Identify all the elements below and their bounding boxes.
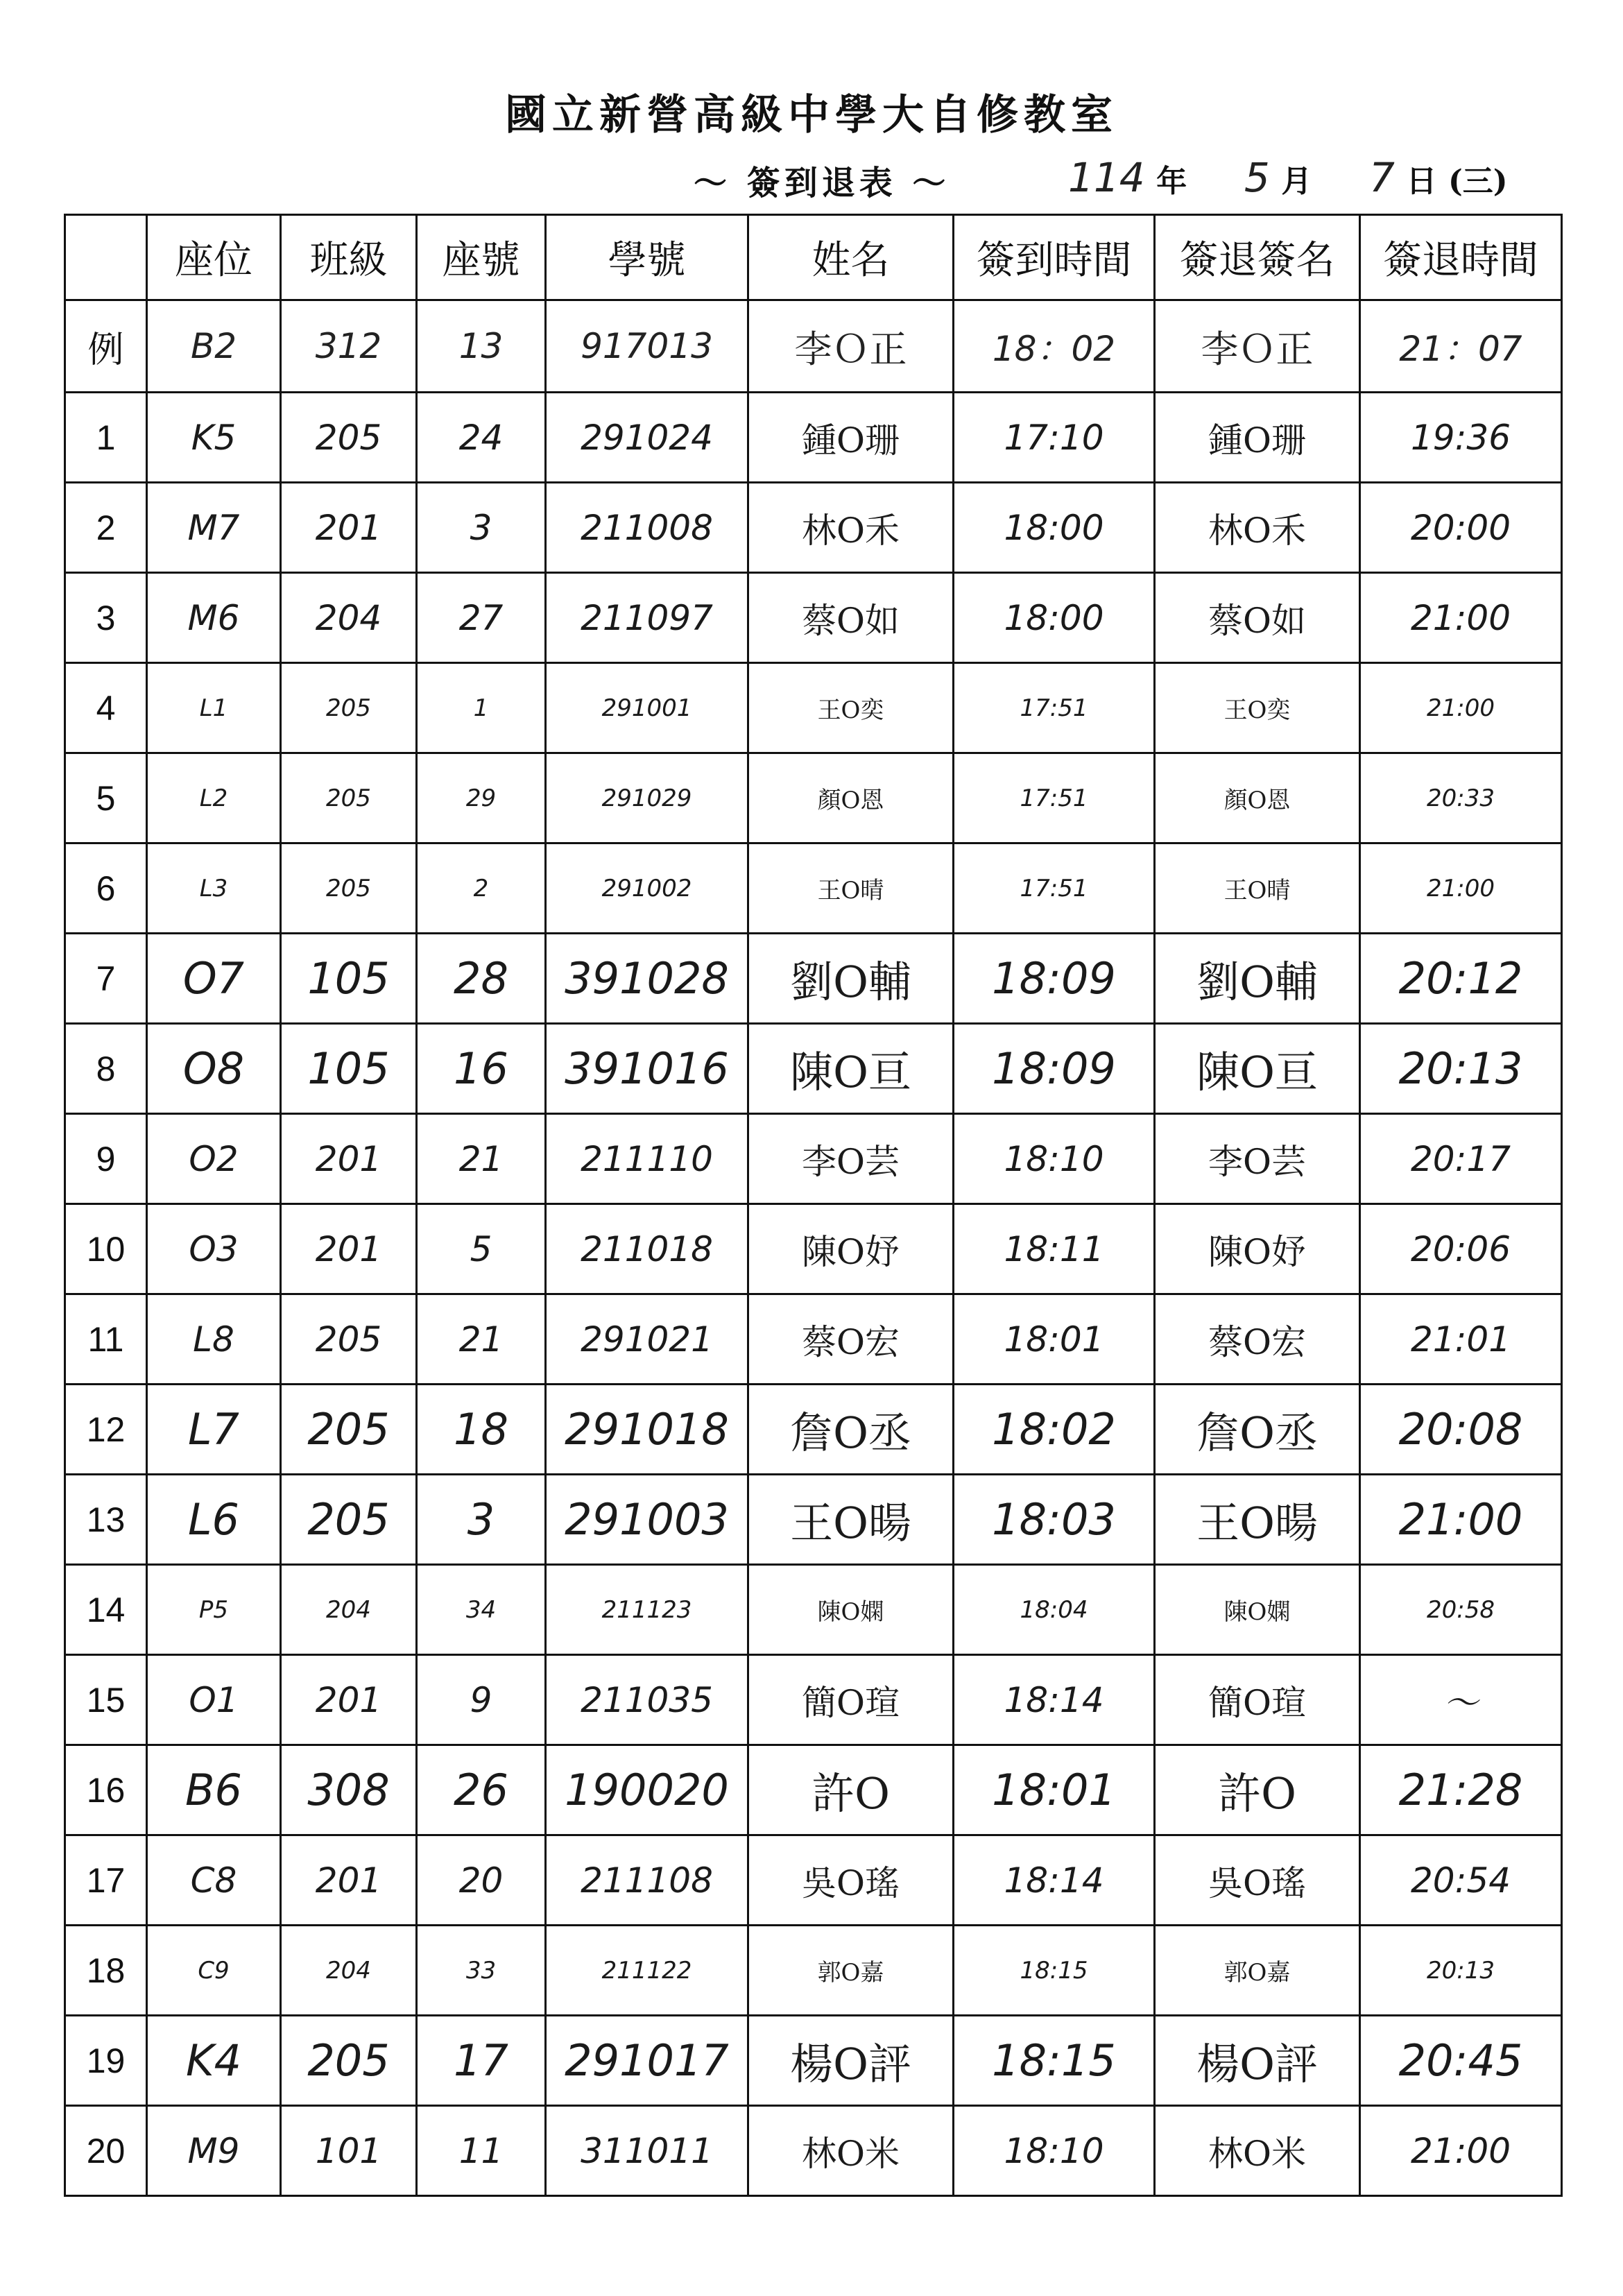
student-id-cell: 211018 [546,1204,748,1294]
class-cell: 204 [281,1565,417,1655]
checkin-time-cell: 18:10 [954,1114,1155,1204]
example-name: 李Ｏ正 [748,300,954,393]
checkout-time-cell: 20:33 [1360,753,1562,843]
checkout-time-cell: 21:00 [1360,1475,1562,1565]
checkout-time-cell: 20:45 [1360,2016,1562,2106]
number-cell: 11 [417,2106,546,2196]
number-cell: 17 [417,2016,546,2106]
student-id-cell: 291003 [546,1475,748,1565]
class-cell: 105 [281,1024,417,1114]
checkin-time-cell: 18:04 [954,1565,1155,1655]
class-cell: 205 [281,1475,417,1565]
number-cell: 2 [417,843,546,934]
class-cell: 201 [281,1655,417,1745]
checkout-sign-cell: 楊O評 [1155,2016,1360,2106]
table-row [65,393,1562,483]
date-line [1068,154,1508,201]
checkin-time-cell: 18:15 [954,2016,1155,2106]
checkout-sign-cell: 吳O瑤 [1155,1835,1360,1926]
class-cell: 205 [281,2016,417,2106]
row-index: 4 [65,663,147,753]
checkin-time-cell: 18:10 [954,2106,1155,2196]
checkin-time-cell: 18:00 [954,483,1155,573]
checkout-time-cell: 20:00 [1360,483,1562,573]
student-id-cell: 291024 [546,393,748,483]
checkout-time-cell: 21:28 [1360,1745,1562,1835]
seat-cell: O8 [147,1024,281,1114]
table-row [65,934,1562,1024]
student-id-cell: 291001 [546,663,748,753]
number-cell: 16 [417,1024,546,1114]
checkout-time-cell: 21:00 [1360,843,1562,934]
row-index: 14 [65,1565,147,1655]
table-row [65,1745,1562,1835]
checkin-time-cell: 17:51 [954,843,1155,934]
student-id-cell: 211008 [546,483,748,573]
number-cell: 9 [417,1655,546,1745]
seat-cell: O1 [147,1655,281,1745]
row-index: 17 [65,1835,147,1926]
seat-cell: O3 [147,1204,281,1294]
checkout-sign-cell: 林O米 [1155,2106,1360,2196]
class-cell: 205 [281,393,417,483]
row-index: 18 [65,1926,147,2016]
name-cell: 王O暘 [748,1475,954,1565]
number-cell: 20 [417,1835,546,1926]
name-cell: 王O晴 [748,843,954,934]
seat-cell: M9 [147,2106,281,2196]
row-index: 7 [65,934,147,1024]
col-header-class: 班級 [281,215,417,300]
name-cell: 詹O丞 [748,1385,954,1475]
seat-cell: L2 [147,753,281,843]
checkout-time-cell: 21:00 [1360,2106,1562,2196]
student-id-cell: 211108 [546,1835,748,1926]
checkout-sign-cell: 蔡O如 [1155,573,1360,663]
example-student-id: 917013 [546,300,748,393]
checkout-sign-cell: 劉O輔 [1155,934,1360,1024]
number-cell: 3 [417,483,546,573]
student-id-cell: 391016 [546,1024,748,1114]
checkout-sign-cell: 王O奕 [1155,663,1360,753]
seat-cell: M7 [147,483,281,573]
checkout-sign-cell: 陳O妤 [1155,1204,1360,1294]
student-id-cell: 291029 [546,753,748,843]
student-id-cell: 190020 [546,1745,748,1835]
name-cell: 顏O恩 [748,753,954,843]
col-header-index [65,215,147,300]
seat-cell: K4 [147,2016,281,2106]
seat-cell: P5 [147,1565,281,1655]
checkout-sign-cell: 蔡O宏 [1155,1294,1360,1385]
example-number: 13 [417,300,546,393]
row-index: 15 [65,1655,147,1745]
number-cell: 27 [417,573,546,663]
class-cell: 201 [281,1204,417,1294]
seat-cell: K5 [147,393,281,483]
name-cell: 吳O瑤 [748,1835,954,1926]
table-row [65,1024,1562,1114]
student-id-cell: 211110 [546,1114,748,1204]
checkout-sign-cell: 鍾O珊 [1155,393,1360,483]
table-row [65,1475,1562,1565]
checkin-time-cell: 17:51 [954,753,1155,843]
checkout-sign-cell: 顏O恩 [1155,753,1360,843]
number-cell: 21 [417,1294,546,1385]
class-cell: 205 [281,663,417,753]
table-row [65,1385,1562,1475]
page-subtitle: ～ 簽到退表 ～ [694,164,950,203]
col-header-checkout-sign: 簽退簽名 [1155,215,1360,300]
number-cell: 1 [417,663,546,753]
row-index: 2 [65,483,147,573]
checkout-time-cell: 21:00 [1360,663,1562,753]
seat-cell: L8 [147,1294,281,1385]
seat-cell: L3 [147,843,281,934]
number-cell: 21 [417,1114,546,1204]
table-row [65,483,1562,573]
checkout-sign-cell: 李O芸 [1155,1114,1360,1204]
checkout-time-cell: 20:58 [1360,1565,1562,1655]
student-id-cell: 211122 [546,1926,748,2016]
table-row [65,2016,1562,2106]
row-index: 13 [65,1475,147,1565]
col-header-student-id: 學號 [546,215,748,300]
checkout-time-cell: ～ [1360,1655,1562,1745]
example-checkin-time: 18：02 [954,300,1155,393]
class-cell: 201 [281,1835,417,1926]
checkout-time-cell: 20:17 [1360,1114,1562,1204]
class-cell: 205 [281,753,417,843]
checkin-time-cell: 18:09 [954,934,1155,1024]
row-index: 19 [65,2016,147,2106]
class-cell: 308 [281,1745,417,1835]
checkout-sign-cell: 陳O嫻 [1155,1565,1360,1655]
student-id-cell: 291002 [546,843,748,934]
table-row [65,1204,1562,1294]
checkout-time-cell: 20:54 [1360,1835,1562,1926]
class-cell: 201 [281,483,417,573]
date-year-unit: 年 [1156,164,1187,199]
table-row [65,1926,1562,2016]
checkout-time-cell: 20:12 [1360,934,1562,1024]
class-cell: 205 [281,843,417,934]
table-row [65,1294,1562,1385]
checkin-time-cell: 18:14 [954,1835,1155,1926]
number-cell: 29 [417,753,546,843]
student-id-cell: 291018 [546,1385,748,1475]
checkout-sign-cell: 王O晴 [1155,843,1360,934]
checkin-time-cell: 18:01 [954,1294,1155,1385]
date-month-unit: 月 [1281,164,1312,199]
col-header-checkin-time: 簽到時間 [954,215,1155,300]
class-cell: 204 [281,573,417,663]
checkout-time-cell: 20:08 [1360,1385,1562,1475]
student-id-cell: 211097 [546,573,748,663]
checkout-time-cell: 21:01 [1360,1294,1562,1385]
number-cell: 24 [417,393,546,483]
checkout-sign-cell: 簡O瑄 [1155,1655,1360,1745]
seat-cell: B6 [147,1745,281,1835]
checkout-sign-cell: 郭O嘉 [1155,1926,1360,2016]
row-index: 10 [65,1204,147,1294]
checkin-time-cell: 17:51 [954,663,1155,753]
table-row [65,1835,1562,1926]
col-header-seat: 座位 [147,215,281,300]
checkin-time-cell: 17:10 [954,393,1155,483]
name-cell: 林O米 [748,2106,954,2196]
date-year: 114 [1068,154,1145,201]
seat-cell: L7 [147,1385,281,1475]
class-cell: 205 [281,1385,417,1475]
seat-cell: L6 [147,1475,281,1565]
seat-cell: O2 [147,1114,281,1204]
number-cell: 26 [417,1745,546,1835]
checkout-sign-cell: 林O禾 [1155,483,1360,573]
example-row [65,300,1562,393]
col-header-number: 座號 [417,215,546,300]
seat-cell: L1 [147,663,281,753]
row-index: 16 [65,1745,147,1835]
name-cell: 許O [748,1745,954,1835]
checkout-time-cell: 20:13 [1360,1024,1562,1114]
table-row [65,573,1562,663]
example-index: 例 [65,300,147,393]
number-cell: 28 [417,934,546,1024]
checkout-time-cell: 21:00 [1360,573,1562,663]
checkin-time-cell: 18:14 [954,1655,1155,1745]
row-index: 12 [65,1385,147,1475]
header-row [65,215,1562,300]
table-row [65,1565,1562,1655]
page-title: 國立新營高級中學大自修教室 [505,91,1118,139]
row-index: 11 [65,1294,147,1385]
student-id-cell: 291021 [546,1294,748,1385]
row-index: 8 [65,1024,147,1114]
col-header-name: 姓名 [748,215,954,300]
example-checkout-sign: 李Ｏ正 [1155,300,1360,393]
name-cell: 蔡O如 [748,573,954,663]
example-seat: B2 [147,300,281,393]
seat-cell: O7 [147,934,281,1024]
class-cell: 105 [281,934,417,1024]
seat-cell: M6 [147,573,281,663]
student-id-cell: 211123 [546,1565,748,1655]
row-index: 9 [65,1114,147,1204]
name-cell: 陳O亘 [748,1024,954,1114]
student-id-cell: 291017 [546,2016,748,2106]
row-index: 1 [65,393,147,483]
sign-in-table [64,214,1563,2197]
checkin-time-cell: 18:03 [954,1475,1155,1565]
name-cell: 王O奕 [748,663,954,753]
number-cell: 34 [417,1565,546,1655]
date-day-unit: 日 [1406,164,1437,199]
table-row [65,663,1562,753]
date-month: 5 [1244,154,1270,201]
row-index: 20 [65,2106,147,2196]
seat-cell: C9 [147,1926,281,2016]
number-cell: 33 [417,1926,546,2016]
number-cell: 18 [417,1385,546,1475]
date-weekday: (三) [1448,164,1508,199]
checkin-time-cell: 18:01 [954,1745,1155,1835]
class-cell: 205 [281,1294,417,1385]
checkin-time-cell: 18:11 [954,1204,1155,1294]
checkin-time-cell: 18:00 [954,573,1155,663]
name-cell: 蔡O宏 [748,1294,954,1385]
student-id-cell: 391028 [546,934,748,1024]
row-index: 5 [65,753,147,843]
student-id-cell: 311011 [546,2106,748,2196]
table-row [65,843,1562,934]
name-cell: 劉O輔 [748,934,954,1024]
checkin-time-cell: 18:09 [954,1024,1155,1114]
name-cell: 簡O瑄 [748,1655,954,1745]
number-cell: 3 [417,1475,546,1565]
class-cell: 204 [281,1926,417,2016]
name-cell: 林O禾 [748,483,954,573]
name-cell: 李O芸 [748,1114,954,1204]
name-cell: 楊O評 [748,2016,954,2106]
checkout-sign-cell: 陳O亘 [1155,1024,1360,1114]
name-cell: 陳O妤 [748,1204,954,1294]
class-cell: 201 [281,1114,417,1204]
checkout-sign-cell: 許O [1155,1745,1360,1835]
checkout-time-cell: 20:13 [1360,1926,1562,2016]
row-index: 6 [65,843,147,934]
row-index: 3 [65,573,147,663]
checkin-time-cell: 18:02 [954,1385,1155,1475]
checkout-sign-cell: 王O暘 [1155,1475,1360,1565]
date-day: 7 [1369,154,1395,201]
name-cell: 鍾O珊 [748,393,954,483]
seat-cell: C8 [147,1835,281,1926]
checkout-sign-cell: 詹O丞 [1155,1385,1360,1475]
number-cell: 5 [417,1204,546,1294]
checkout-time-cell: 20:06 [1360,1204,1562,1294]
table-row [65,1655,1562,1745]
table-row [65,1114,1562,1204]
name-cell: 陳O嫻 [748,1565,954,1655]
example-checkout-time: 21：07 [1360,300,1562,393]
name-cell: 郭O嘉 [748,1926,954,2016]
table-row [65,2106,1562,2196]
table-row [65,753,1562,843]
student-id-cell: 211035 [546,1655,748,1745]
checkin-time-cell: 18:15 [954,1926,1155,2016]
col-header-checkout-time: 簽退時間 [1360,215,1562,300]
example-class: 312 [281,300,417,393]
class-cell: 101 [281,2106,417,2196]
checkout-time-cell: 19:36 [1360,393,1562,483]
